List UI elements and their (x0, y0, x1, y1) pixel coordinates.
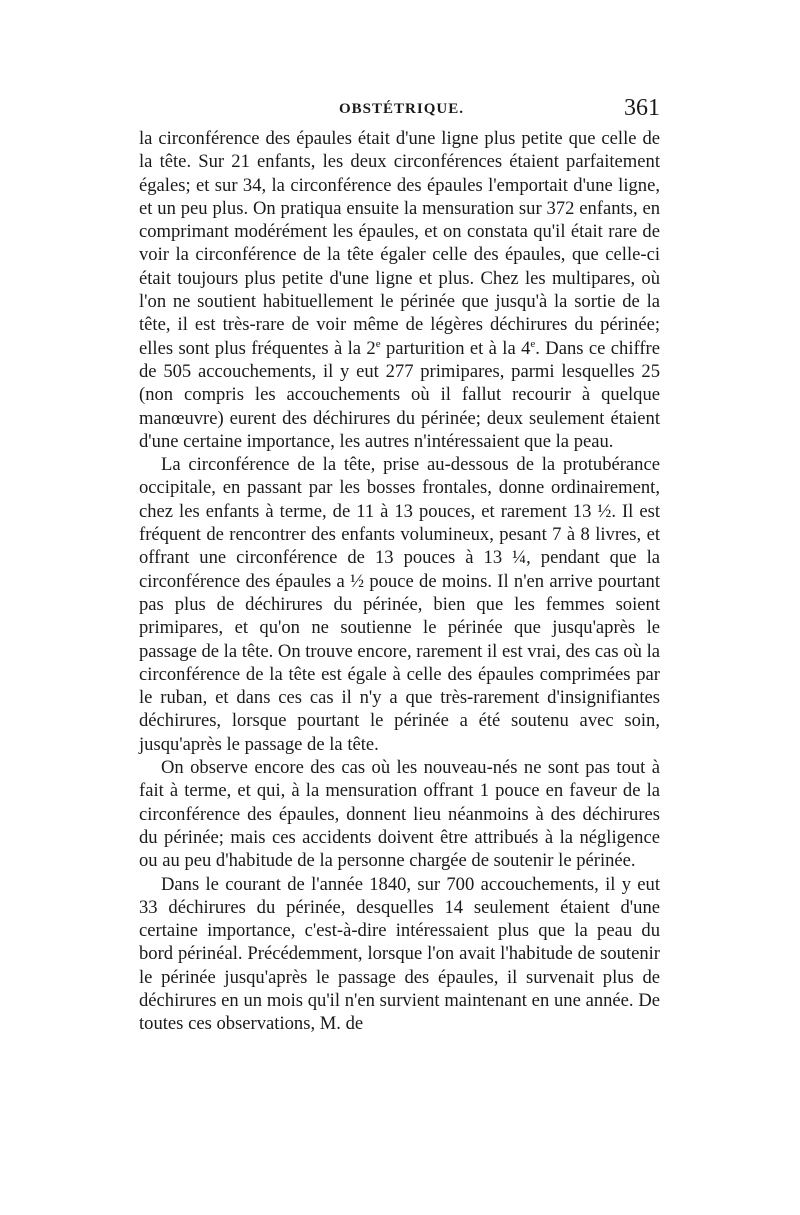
page-number: 361 (624, 95, 660, 121)
superscript-e: e (530, 337, 536, 350)
superscript-e: e (375, 337, 381, 350)
running-title: OBSTÉTRIQUE. (339, 101, 464, 117)
paragraph-4: Dans le courant de l'année 1840, sur 700 accouchements, il y eut 33 déchirures du périnée, desquelles 14 seulement étaient d'une certaine importance, c'est-à-dire intéressaient plus que la peau du bord périnéal. Précédemment, lorsque l'on avait l'habitude de soutenir le périnée jusqu'après le passage des épaules, il survenait plus de déchirures en un mois qu'il n'en survient maintenant en une année. De toutes ces observations, M. de (139, 873, 660, 1035)
paragraph-1-text-a: la circonférence des épaules était d'une ligne plus petite que celle de la tête. Sur 21 enfants, les deux circonférences étaient parfaitement égales; et sur 34, la circonférence des épaules l'emportait d'une ligne, et un peu plus. On pratiqua ensuite la mensuration sur 372 enfants, en comprimant modérément les épaules, et on constata qu'il était rare de voir la circonférence de la tête égaler celle des épaules, que celle-ci était toujours plus petite d'une ligne et plus. Chez les multipares, où l'on ne soutient habituellement le périnée que jusqu'à la sortie de la tête, il est très-rare de voir même de légères déchirures du périnée; elles sont plus fréquentes à la 2 (139, 128, 660, 359)
book-page (139, 97, 660, 1036)
paragraph-2: La circonférence de la tête, prise au-dessous de la protubérance occipitale, en passant par les bosses frontales, donne ordinairement, chez les enfants à terme, de 11 à 13 pouces, et rarement 13 ½. Il est fréquent de rencontrer des enfants volumineux, pesant 7 à 8 livres, et offrant une circonférence de 13 pouces à 13 ¼, pendant que la circonférence des épaules a ½ pouce de moins. Il n'en arrive pourtant pas plus de déchirures du périnée, bien que les femmes soient primipares, et qu'on ne soutienne le périnée que jusqu'après le passage de la tête. On trouve encore, rarement il est vrai, des cas où la circonférence de la tête est égale à celle des épaules comprimées par le ruban, et dans ces cas il n'y a que très-rarement d'insignifiantes déchirures, lorsque pourtant le périnée a été soutenu avec soin, jusqu'après le passage de la tête. (139, 454, 660, 755)
paragraph-1 (139, 127, 660, 453)
paragraph-1-text-b: parturition et à la 4 (380, 337, 531, 359)
paragraph-3: On observe encore des cas où les nouveau-nés ne sont pas tout à fait à terme, et qui, à la mensuration offrant 1 pouce en faveur de la circonférence des épaules, donnent lieu néanmoins à des déchirures du périnée; mais ces accidents doivent être attribués à la négligence ou au peu d'habitude de la personne chargée de soutenir le périnée. (139, 757, 660, 872)
paragraph-1-text-c: . Dans ce chiffre de 505 accouchements, il y eut 277 primipares, parmi lesquelles 25 (non compris les accouchements où il fallut recourir à quelque manœuvre) eurent des déchirures du périnée; deux seulement étaient d'une certaine importance, les autres n'intéressaient que la peau. (139, 337, 660, 452)
running-head (139, 97, 660, 127)
